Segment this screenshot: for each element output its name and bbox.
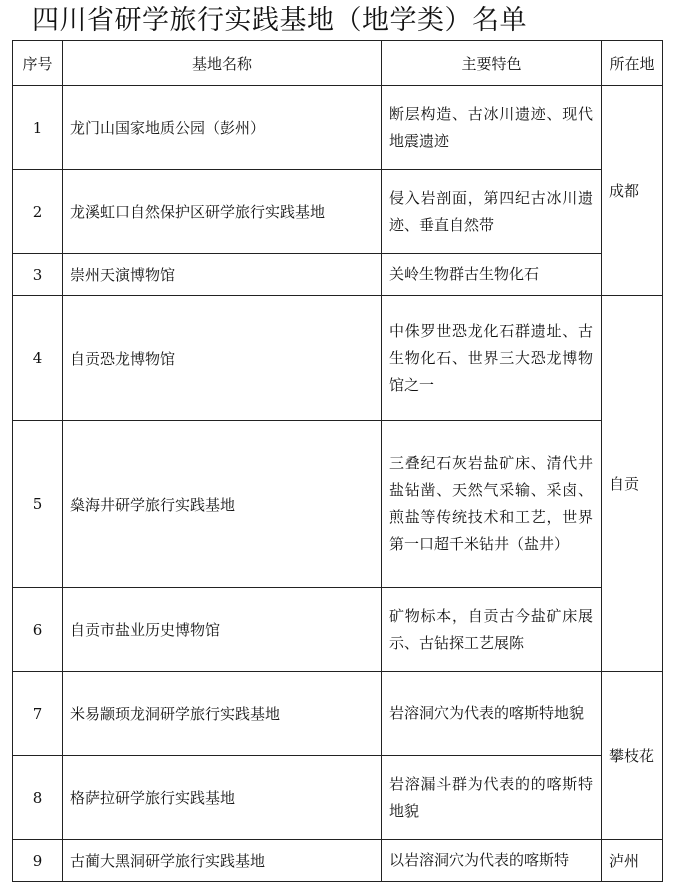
row-num: 2 bbox=[13, 170, 63, 254]
row-features: 岩溶漏斗群为代表的的喀斯特地貌 bbox=[382, 756, 602, 840]
row-features: 岩溶洞穴为代表的喀斯特地貌 bbox=[382, 672, 602, 756]
row-features: 关岭生物群古生物化石 bbox=[382, 254, 602, 296]
header-row bbox=[13, 41, 663, 86]
table-row bbox=[13, 756, 663, 840]
row-num: 9 bbox=[13, 840, 63, 882]
row-name: 龙溪虹口自然保护区研学旅行实践基地 bbox=[63, 170, 382, 254]
row-num: 7 bbox=[13, 672, 63, 756]
row-features: 侵入岩剖面，第四纪古冰川遗迹、垂直自然带 bbox=[382, 170, 602, 254]
row-features: 三叠纪石灰岩盐矿床、清代井盐钻凿、天然气采输、采卤、煎盐等传统技术和工艺，世界第一口超千米钻井（盐井） bbox=[382, 421, 602, 588]
base-list-table bbox=[12, 40, 663, 882]
table-row bbox=[13, 296, 663, 421]
row-name: 龙门山国家地质公园（彭州） bbox=[63, 86, 382, 170]
document-title: 四川省研学旅行实践基地（地学类）名单 bbox=[32, 5, 527, 36]
row-name: 自贡市盐业历史博物馆 bbox=[63, 588, 382, 672]
row-features: 矿物标本，自贡古今盐矿床展示、古钻探工艺展陈 bbox=[382, 588, 602, 672]
table-row bbox=[13, 254, 663, 296]
header-name: 基地名称 bbox=[63, 41, 382, 86]
row-name: 米易颛顼龙洞研学旅行实践基地 bbox=[63, 672, 382, 756]
location-cell: 自贡 bbox=[602, 296, 663, 672]
row-name: 燊海井研学旅行实践基地 bbox=[63, 421, 382, 588]
table-row bbox=[13, 672, 663, 756]
header-features: 主要特色 bbox=[382, 41, 602, 86]
table-row bbox=[13, 588, 663, 672]
header-location: 所在地 bbox=[602, 41, 663, 86]
location-cell: 泸州 bbox=[602, 840, 663, 882]
location-cell: 成都 bbox=[602, 86, 663, 296]
row-num: 3 bbox=[13, 254, 63, 296]
table-row bbox=[13, 421, 663, 588]
row-features: 断层构造、古冰川遗迹、现代地震遗迹 bbox=[382, 86, 602, 170]
row-name: 自贡恐龙博物馆 bbox=[63, 296, 382, 421]
table-row bbox=[13, 170, 663, 254]
row-name: 格萨拉研学旅行实践基地 bbox=[63, 756, 382, 840]
row-features: 中侏罗世恐龙化石群遗址、古生物化石、世界三大恐龙博物馆之一 bbox=[382, 296, 602, 421]
row-num: 4 bbox=[13, 296, 63, 421]
table-row bbox=[13, 86, 663, 170]
row-num: 8 bbox=[13, 756, 63, 840]
location-cell: 攀枝花 bbox=[602, 672, 663, 840]
row-num: 5 bbox=[13, 421, 63, 588]
header-num: 序号 bbox=[13, 41, 63, 86]
row-name: 崇州天演博物馆 bbox=[63, 254, 382, 296]
row-features: 以岩溶洞穴为代表的喀斯特 bbox=[382, 840, 602, 882]
row-num: 1 bbox=[13, 86, 63, 170]
row-name: 古蔺大黑洞研学旅行实践基地 bbox=[63, 840, 382, 882]
row-num: 6 bbox=[13, 588, 63, 672]
table-row bbox=[13, 840, 663, 882]
